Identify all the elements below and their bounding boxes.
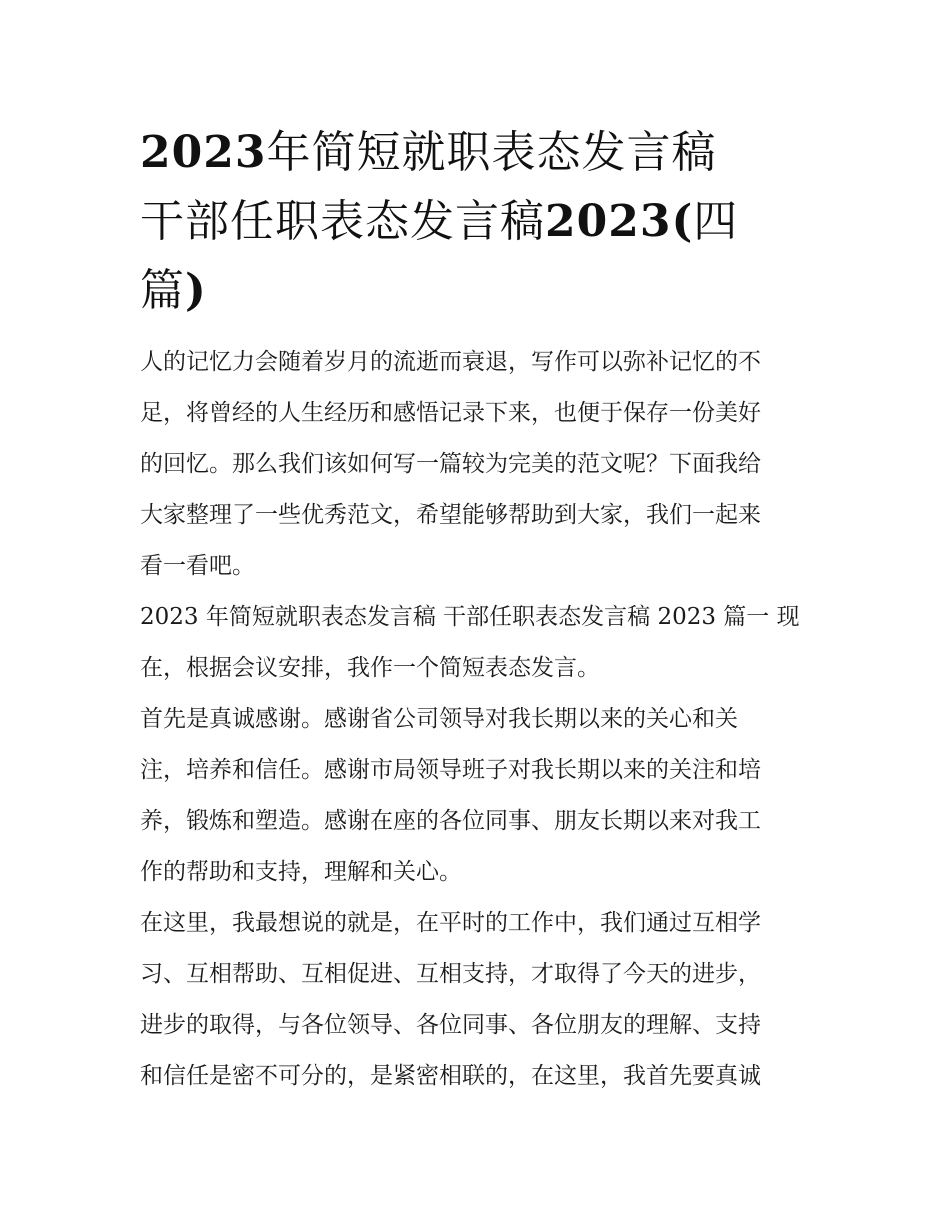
text-line: 在，根据会议安排，我作一个简短表态发言。 — [140, 655, 600, 681]
paragraph-thanks — [140, 694, 812, 898]
text-line: 作的帮助和支持，理解和关心。 — [140, 859, 462, 885]
document-title — [140, 118, 812, 325]
title-text: 年简短就职表态发言稿 — [266, 127, 717, 178]
text-line: 和信任是密不可分的，是紧密相联的，在这里，我首先要真诚 — [140, 1063, 761, 1089]
title-text: 干部任职表态发言稿 — [140, 196, 545, 247]
text-line: 大家整理了一些优秀范文，希望能够帮助到大家，我们一起来 — [140, 502, 761, 528]
title-text: 四 — [693, 196, 739, 247]
title-line-2 — [140, 187, 812, 256]
document-content — [140, 118, 812, 1102]
title-text: 篇 — [140, 265, 185, 316]
text-line: 的回忆。那么我们该如何写一篇较为完美的范文呢？下面我给 — [140, 451, 761, 477]
text-line: 足，将曾经的人生经历和感悟记录下来，也便于保存一份美好 — [140, 400, 761, 426]
text-line: 2023 年简短就职表态发言稿 干部任职表态发言稿 2023 篇一 现 — [140, 604, 800, 630]
document-body — [140, 337, 812, 1102]
text-line: 在这里，我最想说的就是，在平时的工作中，我们通过互相学 — [140, 910, 761, 936]
paragraph-intro — [140, 337, 812, 592]
text-line: 注，培养和信任。感谢市局领导班子对我长期以来的关注和培 — [140, 757, 761, 783]
title-line-3 — [140, 256, 812, 325]
title-line-1 — [140, 118, 812, 187]
title-year: 2023( — [545, 196, 694, 247]
title-paren: ) — [185, 265, 207, 316]
text-line: 进步的取得，与各位领导、各位同事、各位朋友的理解、支持 — [140, 1012, 761, 1038]
text-line: 看一看吧。 — [140, 553, 255, 579]
text-line: 人的记忆力会随着岁月的流逝而衰退，写作可以弥补记忆的不 — [140, 349, 761, 375]
text-line: 养，锻炼和塑造。感谢在座的各位同事、朋友长期以来对我工 — [140, 808, 761, 834]
text-line: 习、互相帮助、互相促进、互相支持，才取得了今天的进步， — [140, 961, 761, 987]
text-line: 首先是真诚感谢。感谢省公司领导对我长期以来的关心和关 — [140, 706, 738, 732]
title-year: 2023 — [140, 127, 267, 178]
paragraph-progress — [140, 898, 812, 1102]
paragraph-heading — [140, 592, 812, 694]
